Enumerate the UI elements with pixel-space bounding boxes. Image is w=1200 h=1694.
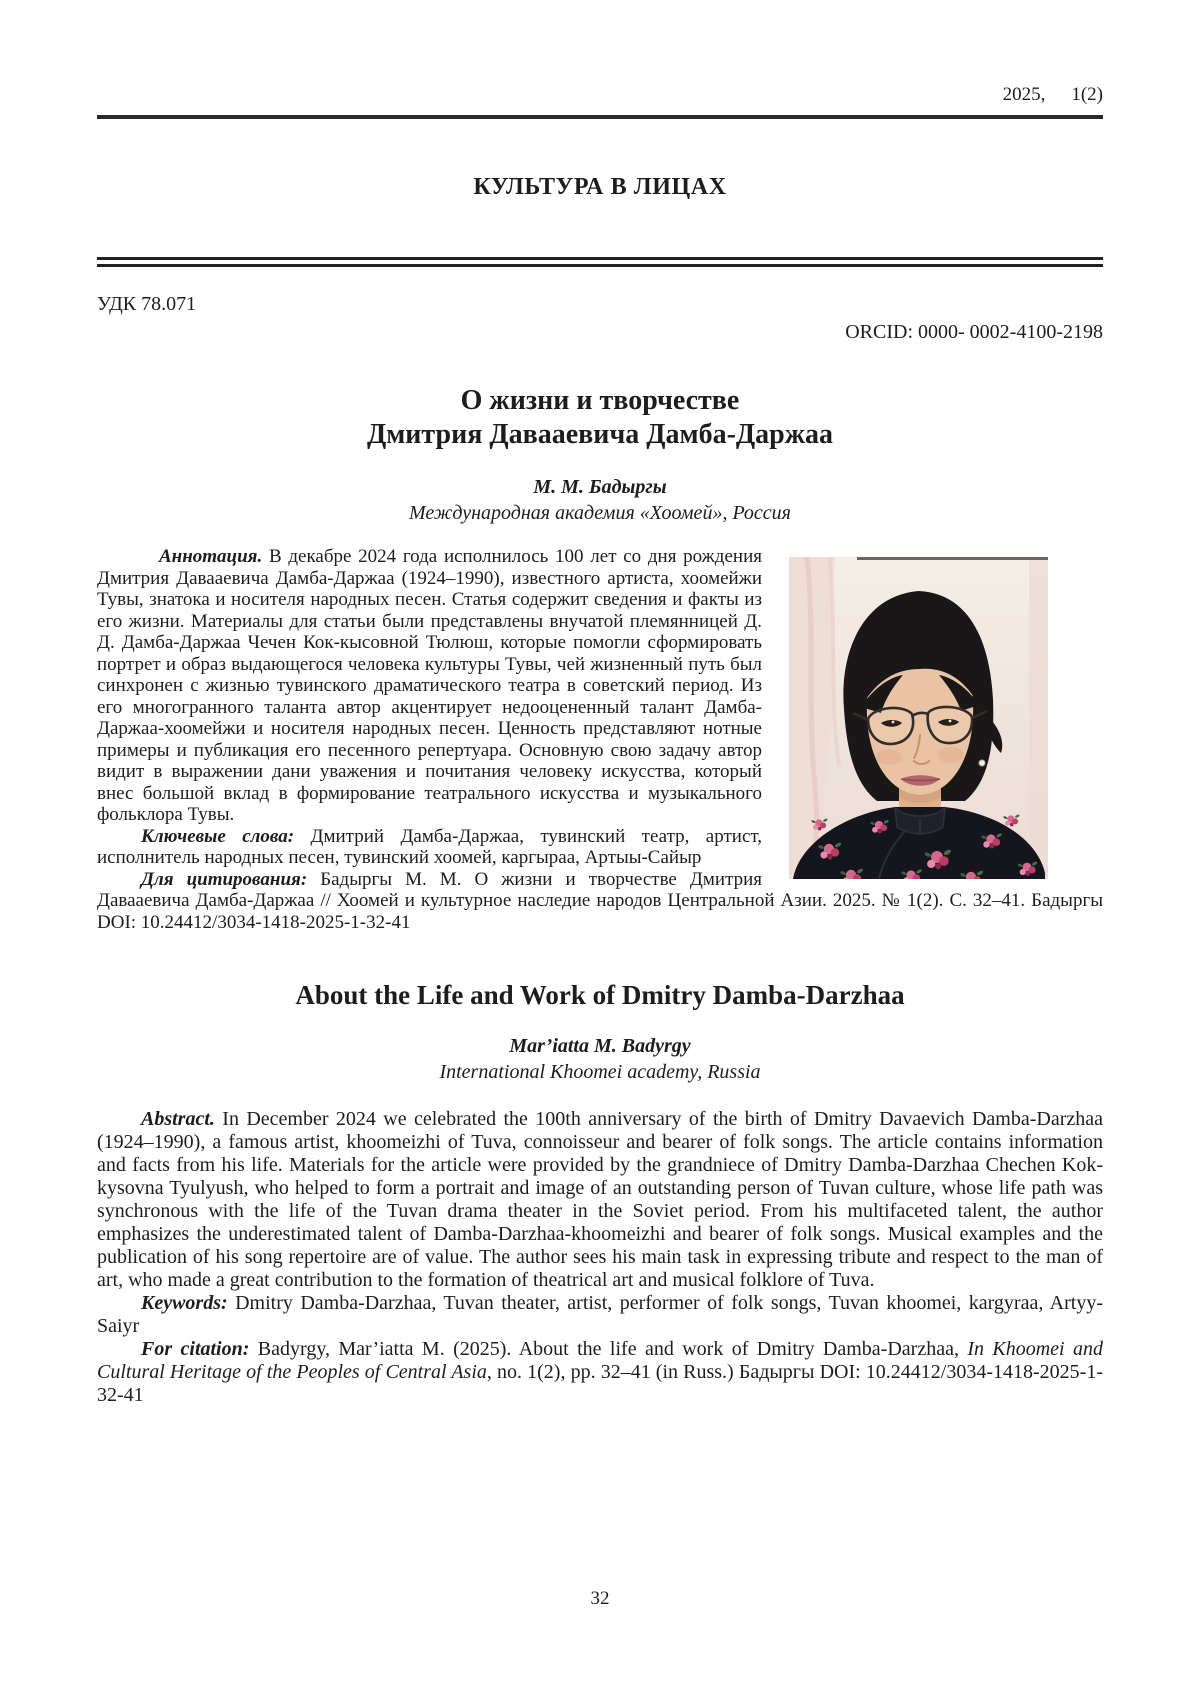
abstract-text-en: In December 2024 we celebrated the 100th anniversary of the birth of Dmitry Davaevich Damba-Darzhaa (1924–1990), a famous artist, khoomeizhi of Tuva, connoisseur and bearer of folk songs. The article contains information and facts from his life. Materials for the article were provided by the grandniece of Dmitry Damba-Darzhaa Chechen Kok-kysovna Tyulyush, who helped to form a portrait and image of an outstanding person of Tuvan culture, whose life path was synchronous with the life of the Tuvan drama theater in the Soviet period. From his multifaceted talent, the author emphasizes the underestimated talent of Damba-Darzhaa-khoomeizhi and bearer of folk songs. Musical examples and the publication of his song repertoire are of value. The author sees his main task in expressing tribute and respect to the man of art, who made a great contribution to the formation of theatrical art and musical folklore of Tuva.	[97, 1108, 1104, 1291]
abstract-text-ru: В декабре 2024 года исполнилось 100 лет со дня рождения Дмитрия Давааевича Дамба-Даржаа (1924–1990), известного артиста, хоомейжи Тувы, знатока и носителя народных песен. Статья содержит сведения и факты из его жизни. Материалы для статьи были представлены внучатой племянницей Д. Д. Дамба-Даржаа Чечен Кок-кысовной Тюлюш, которые помогли сформировать портрет и образ выдающегося человека культуры Тувы, чей жизненный путь был синхронен с жизнью тувинского драматического театра в советский период. Из его многогранного таланта автор акцентирует недооцененный талант Дамба-Даржаа-хоомейжи и носителя народных песен. Ценность представляют нотные примеры и публикация его песенного репертуара. Основную свою задачу автор видит в выражении дани уважения и почитания человеку искусства, который внес большой вклад в формирование театрального искусства и музыкального фольклора Тувы.	[97, 546, 762, 825]
citation-part1-en: Badyrgy, Mar’iatta M. (2025). About the life and work of Dmitry Damba-Darzhaa,	[257, 1338, 959, 1360]
issue-number: 1(2)	[1071, 84, 1103, 105]
abstract-paragraph-en	[97, 1108, 1103, 1292]
double-rule	[97, 257, 1103, 267]
keywords-paragraph-en	[97, 1292, 1103, 1338]
citation-journal-en: In Khoomei and Cultural Heritage of the Peoples of Central Asia	[97, 1338, 1103, 1383]
affiliation-ru: Международная академия «Хоомей», Россия	[409, 502, 791, 524]
abstract-label-en: Abstract.	[141, 1108, 215, 1130]
author-en: Mar’iatta M. Badyrgy	[509, 1035, 691, 1057]
citation-label-ru: Для цитирования:	[141, 868, 308, 890]
keywords-text-en: Dmitry Damba-Darzhaa, Tuvan theater, artist, performer of folk songs, Tuvan khoomei, kargyraa, Artyy-Saiyr	[97, 1292, 1103, 1337]
portrait-illustration	[789, 557, 1048, 879]
keywords-label-en: Keywords:	[141, 1292, 228, 1314]
udc-code: УДК 78.071	[97, 293, 197, 315]
article-title-ru-line2: Дмитрия Давааевича Дамба-Даржаа	[366, 419, 834, 450]
section-title: КУЛЬТУРА В ЛИЦАХ	[473, 174, 727, 200]
page-number: 32	[590, 1588, 610, 1609]
article-title-ru-line1: О жизни и творчестве	[460, 385, 740, 416]
author-ru: М. М. Бадыргы	[533, 476, 667, 498]
keywords-text-ru: Дмитрий Дамба-Даржаа, тувинский театр, артист, исполнитель народных песен, тувинский хоомей, каргыраа, Артыы-Сайыр	[97, 825, 763, 868]
running-head	[97, 84, 1103, 106]
affiliation-en: International Khoomei academy, Russia	[439, 1061, 761, 1083]
abstract-block-en	[97, 1108, 1103, 1407]
article-title-en: About the Life and Work of Dmitry Damba-Darzhaa	[295, 980, 905, 1010]
abstract-block-ru	[97, 546, 1103, 933]
citation-part2-en: , no. 1(2), pp. 32–41 (in Russ.) Бадыргы DOI: 10.24412/3034-1418-2025-1-32-41	[97, 1361, 1103, 1406]
citation-paragraph-en	[97, 1338, 1103, 1407]
article-title-ru	[97, 384, 1103, 452]
author-portrait-photo	[789, 557, 1048, 879]
top-rule	[97, 115, 1103, 119]
orcid-id: ORCID: 0000- 0002-4100-2198	[845, 321, 1103, 343]
citation-text-ru: Бадыргы М. М. О жизни и творчестве Дмитрия Давааевича Дамба-Даржаа // Хоомей и культурное наследие народов Центральной Азии. 2025. № 1(2). С. 32–41. Бадыргы DOI: 10.24412/3034-1418-2025-1-32-41	[97, 868, 1103, 933]
keywords-label-ru: Ключевые слова:	[141, 825, 295, 847]
abstract-label-ru: Аннотация.	[159, 546, 263, 567]
issue-year: 2025,	[1002, 84, 1046, 105]
citation-label-en: For citation:	[141, 1338, 250, 1360]
